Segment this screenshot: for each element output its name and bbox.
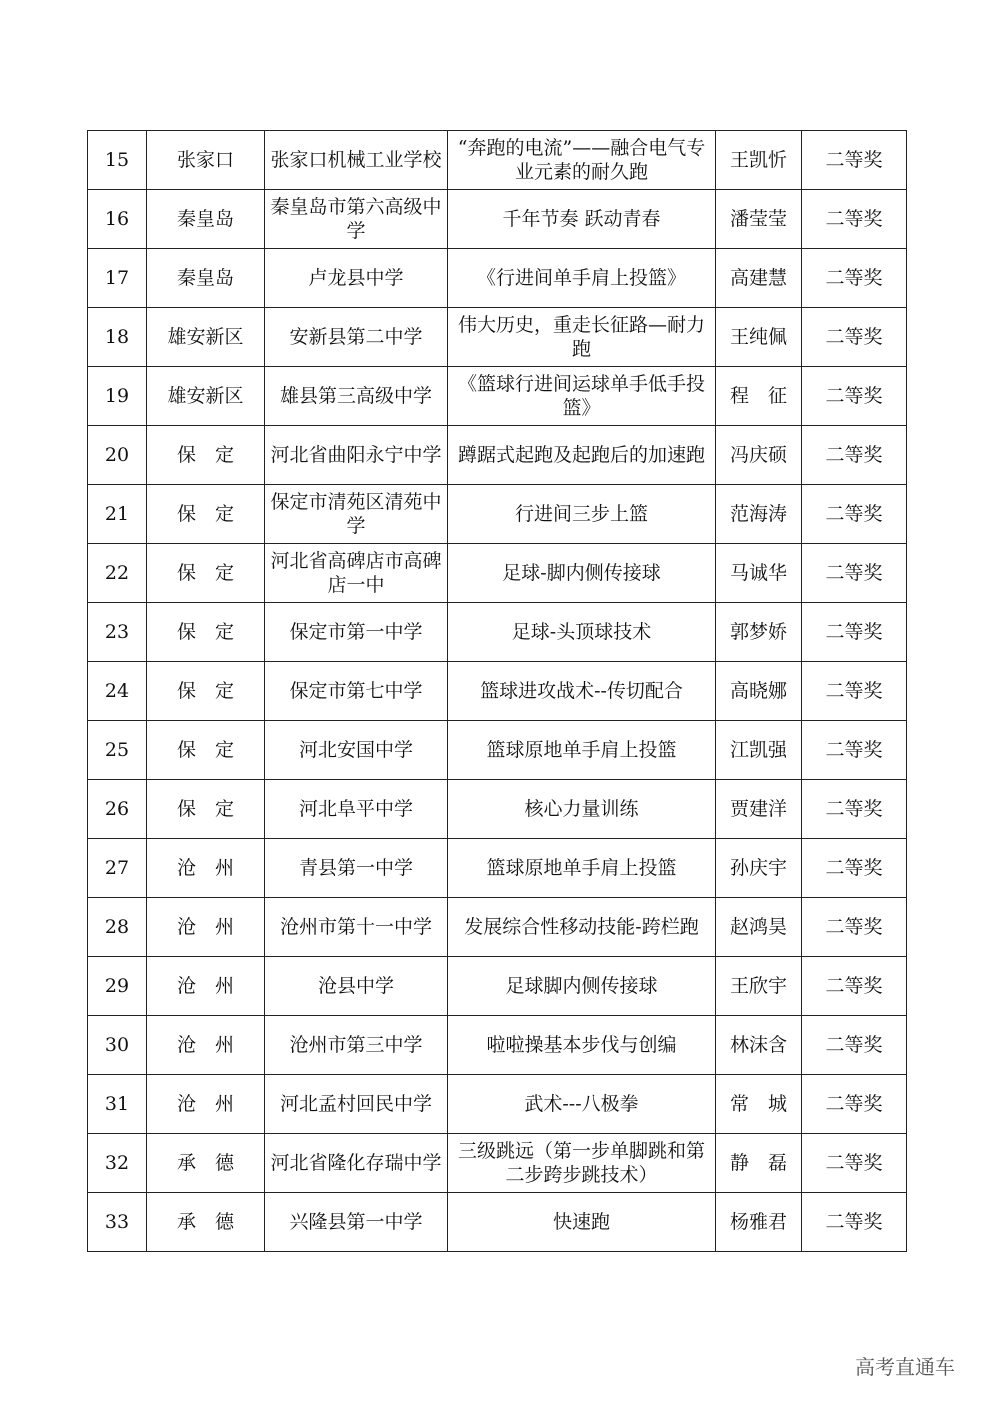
awards-table bbox=[87, 130, 907, 1252]
cell-region: 沧 州 bbox=[147, 1016, 265, 1075]
cell-region: 保 定 bbox=[147, 426, 265, 485]
cell-school: 河北省曲阳永宁中学 bbox=[265, 426, 448, 485]
cell-award: 二等奖 bbox=[802, 957, 907, 1016]
cell-topic: 篮球原地单手肩上投篮 bbox=[448, 839, 716, 898]
table-row bbox=[88, 190, 907, 249]
cell-region: 秦皇岛 bbox=[147, 190, 265, 249]
table-row bbox=[88, 957, 907, 1016]
cell-award: 二等奖 bbox=[802, 1134, 907, 1193]
cell-award: 二等奖 bbox=[802, 839, 907, 898]
cell-topic: 足球脚内侧传接球 bbox=[448, 957, 716, 1016]
cell-teacher: 王欣宇 bbox=[716, 957, 802, 1016]
cell-topic: 千年节奏 跃动青春 bbox=[448, 190, 716, 249]
cell-teacher: 孙庆宇 bbox=[716, 839, 802, 898]
cell-school: 安新县第二中学 bbox=[265, 308, 448, 367]
cell-topic: 足球-头顶球技术 bbox=[448, 603, 716, 662]
cell-number: 30 bbox=[88, 1016, 147, 1075]
cell-number: 15 bbox=[88, 131, 147, 190]
table-row bbox=[88, 544, 907, 603]
table-row bbox=[88, 308, 907, 367]
cell-award: 二等奖 bbox=[802, 1193, 907, 1252]
cell-number: 23 bbox=[88, 603, 147, 662]
table-row bbox=[88, 1134, 907, 1193]
cell-region: 保 定 bbox=[147, 485, 265, 544]
cell-school: 河北省隆化存瑞中学 bbox=[265, 1134, 448, 1193]
cell-number: 17 bbox=[88, 249, 147, 308]
cell-school: 青县第一中学 bbox=[265, 839, 448, 898]
cell-teacher: 静 磊 bbox=[716, 1134, 802, 1193]
cell-topic: 行进间三步上篮 bbox=[448, 485, 716, 544]
table-row bbox=[88, 603, 907, 662]
cell-region: 保 定 bbox=[147, 662, 265, 721]
cell-region: 承 德 bbox=[147, 1134, 265, 1193]
cell-award: 二等奖 bbox=[802, 1075, 907, 1134]
cell-award: 二等奖 bbox=[802, 249, 907, 308]
cell-award: 二等奖 bbox=[802, 308, 907, 367]
cell-region: 保 定 bbox=[147, 721, 265, 780]
cell-school: 沧县中学 bbox=[265, 957, 448, 1016]
table-row bbox=[88, 485, 907, 544]
table-row bbox=[88, 1193, 907, 1252]
cell-region: 沧 州 bbox=[147, 1075, 265, 1134]
cell-topic: 篮球原地单手肩上投篮 bbox=[448, 721, 716, 780]
cell-topic: 篮球进攻战术--传切配合 bbox=[448, 662, 716, 721]
cell-region: 沧 州 bbox=[147, 839, 265, 898]
cell-topic: 快速跑 bbox=[448, 1193, 716, 1252]
cell-region: 秦皇岛 bbox=[147, 249, 265, 308]
cell-number: 22 bbox=[88, 544, 147, 603]
cell-region: 沧 州 bbox=[147, 957, 265, 1016]
cell-number: 32 bbox=[88, 1134, 147, 1193]
cell-region: 张家口 bbox=[147, 131, 265, 190]
cell-award: 二等奖 bbox=[802, 367, 907, 426]
cell-school: 秦皇岛市第六高级中学 bbox=[265, 190, 448, 249]
cell-teacher: 程 征 bbox=[716, 367, 802, 426]
cell-teacher: 马诚华 bbox=[716, 544, 802, 603]
cell-number: 19 bbox=[88, 367, 147, 426]
cell-region: 保 定 bbox=[147, 544, 265, 603]
cell-teacher: 常 城 bbox=[716, 1075, 802, 1134]
cell-number: 25 bbox=[88, 721, 147, 780]
cell-topic: 核心力量训练 bbox=[448, 780, 716, 839]
cell-region: 沧 州 bbox=[147, 898, 265, 957]
cell-school: 雄县第三高级中学 bbox=[265, 367, 448, 426]
cell-region: 承 德 bbox=[147, 1193, 265, 1252]
cell-award: 二等奖 bbox=[802, 721, 907, 780]
cell-award: 二等奖 bbox=[802, 1016, 907, 1075]
cell-number: 21 bbox=[88, 485, 147, 544]
table-row bbox=[88, 780, 907, 839]
cell-teacher: 高建慧 bbox=[716, 249, 802, 308]
cell-teacher: 高晓娜 bbox=[716, 662, 802, 721]
cell-teacher: 王纯佩 bbox=[716, 308, 802, 367]
cell-award: 二等奖 bbox=[802, 662, 907, 721]
cell-teacher: 冯庆硕 bbox=[716, 426, 802, 485]
table-row bbox=[88, 662, 907, 721]
cell-school: 河北阜平中学 bbox=[265, 780, 448, 839]
cell-number: 31 bbox=[88, 1075, 147, 1134]
cell-teacher: 王凯忻 bbox=[716, 131, 802, 190]
table-row bbox=[88, 898, 907, 957]
cell-number: 24 bbox=[88, 662, 147, 721]
cell-award: 二等奖 bbox=[802, 544, 907, 603]
cell-award: 二等奖 bbox=[802, 485, 907, 544]
cell-region: 雄安新区 bbox=[147, 367, 265, 426]
cell-award: 二等奖 bbox=[802, 780, 907, 839]
cell-school: 沧州市第三中学 bbox=[265, 1016, 448, 1075]
cell-region: 保 定 bbox=[147, 603, 265, 662]
cell-number: 33 bbox=[88, 1193, 147, 1252]
cell-teacher: 杨雅君 bbox=[716, 1193, 802, 1252]
cell-award: 二等奖 bbox=[802, 131, 907, 190]
cell-number: 28 bbox=[88, 898, 147, 957]
cell-school: 兴隆县第一中学 bbox=[265, 1193, 448, 1252]
table-row bbox=[88, 367, 907, 426]
cell-teacher: 林沫含 bbox=[716, 1016, 802, 1075]
table-row bbox=[88, 1016, 907, 1075]
cell-teacher: 郭梦娇 bbox=[716, 603, 802, 662]
cell-number: 20 bbox=[88, 426, 147, 485]
cell-topic: 足球-脚内侧传接球 bbox=[448, 544, 716, 603]
cell-school: 张家口机械工业学校 bbox=[265, 131, 448, 190]
cell-school: 保定市第一中学 bbox=[265, 603, 448, 662]
table-row bbox=[88, 249, 907, 308]
cell-region: 保 定 bbox=[147, 780, 265, 839]
cell-school: 卢龙县中学 bbox=[265, 249, 448, 308]
cell-topic: 蹲踞式起跑及起跑后的加速跑 bbox=[448, 426, 716, 485]
cell-school: 保定市清苑区清苑中学 bbox=[265, 485, 448, 544]
cell-topic: 伟大历史，重走长征路—耐力跑 bbox=[448, 308, 716, 367]
table-row bbox=[88, 426, 907, 485]
cell-teacher: 江凯强 bbox=[716, 721, 802, 780]
cell-school: 沧州市第十一中学 bbox=[265, 898, 448, 957]
cell-teacher: 赵鸿昊 bbox=[716, 898, 802, 957]
cell-topic: 《行进间单手肩上投篮》 bbox=[448, 249, 716, 308]
cell-school: 保定市第七中学 bbox=[265, 662, 448, 721]
cell-topic: 发展综合性移动技能-跨栏跑 bbox=[448, 898, 716, 957]
cell-region: 雄安新区 bbox=[147, 308, 265, 367]
awards-table-body bbox=[88, 131, 907, 1252]
table-row bbox=[88, 839, 907, 898]
cell-topic: 三级跳远（第一步单脚跳和第二步跨步跳技术） bbox=[448, 1134, 716, 1193]
cell-topic: 武术---八极拳 bbox=[448, 1075, 716, 1134]
cell-school: 河北孟村回民中学 bbox=[265, 1075, 448, 1134]
cell-number: 18 bbox=[88, 308, 147, 367]
table-row bbox=[88, 131, 907, 190]
cell-award: 二等奖 bbox=[802, 426, 907, 485]
cell-number: 26 bbox=[88, 780, 147, 839]
cell-school: 河北省高碑店市高碑店一中 bbox=[265, 544, 448, 603]
cell-award: 二等奖 bbox=[802, 190, 907, 249]
cell-teacher: 潘莹莹 bbox=[716, 190, 802, 249]
table-row bbox=[88, 721, 907, 780]
cell-teacher: 范海涛 bbox=[716, 485, 802, 544]
cell-award: 二等奖 bbox=[802, 898, 907, 957]
cell-award: 二等奖 bbox=[802, 603, 907, 662]
cell-topic: 《篮球行进间运球单手低手投篮》 bbox=[448, 367, 716, 426]
table-row bbox=[88, 1075, 907, 1134]
cell-topic: 啦啦操基本步伐与创编 bbox=[448, 1016, 716, 1075]
watermark: 高考直通车 bbox=[855, 1355, 955, 1379]
cell-number: 29 bbox=[88, 957, 147, 1016]
cell-teacher: 贾建洋 bbox=[716, 780, 802, 839]
cell-number: 27 bbox=[88, 839, 147, 898]
cell-school: 河北安国中学 bbox=[265, 721, 448, 780]
cell-topic: “奔跑的电流”——融合电气专业元素的耐久跑 bbox=[448, 131, 716, 190]
cell-number: 16 bbox=[88, 190, 147, 249]
